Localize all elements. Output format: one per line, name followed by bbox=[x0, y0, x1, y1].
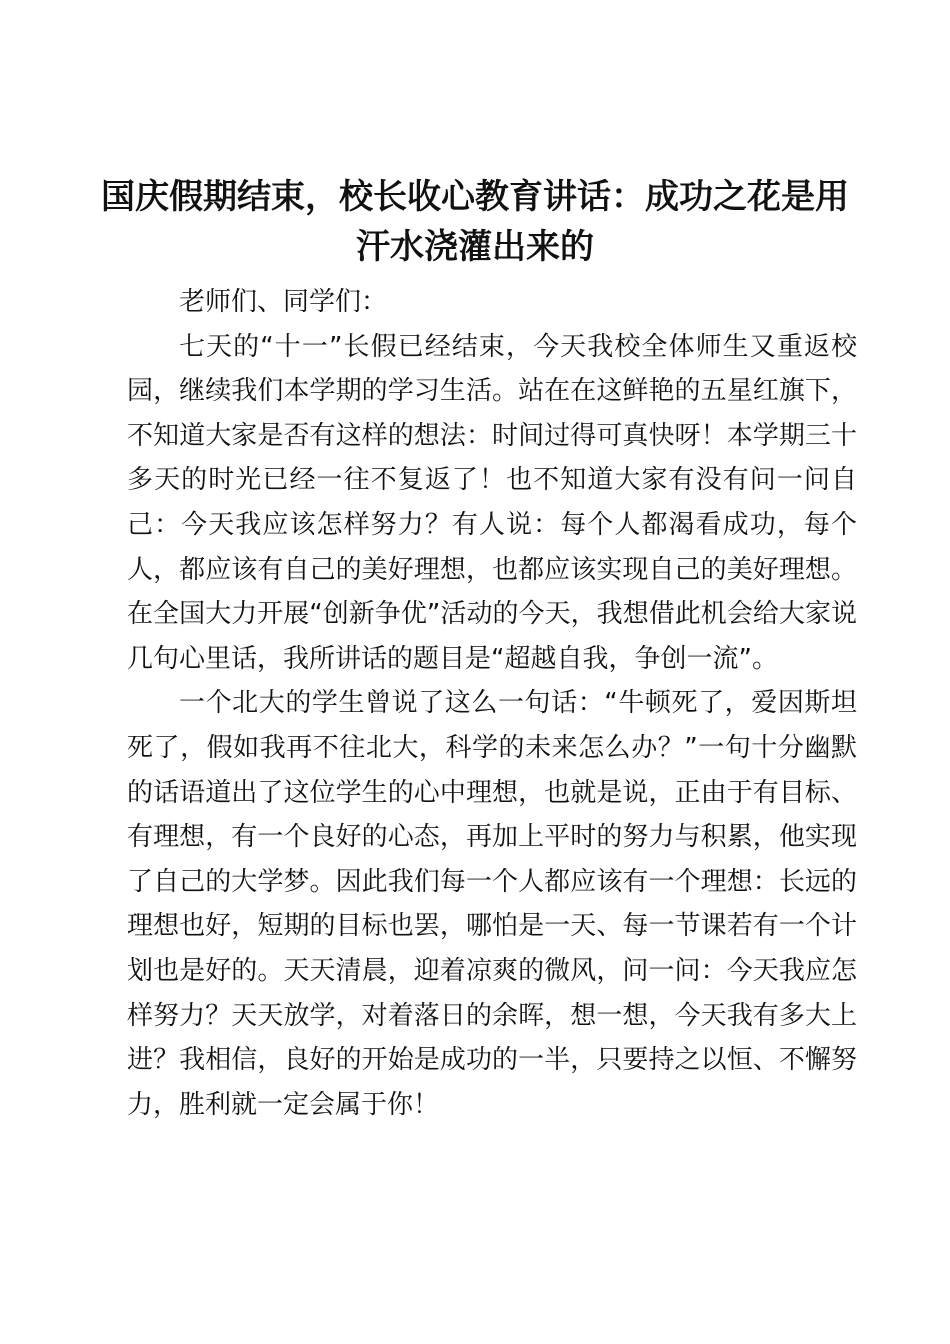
body-paragraph-1: 七天的“十一”长假已经结束，今天我校全体师生又重返校园，继续我们本学期的学习生活。站在在这鲜艳的五星红旗下，不知道大家是否有这样的想法：时间过得可真快呀！本学期三十多天的时光已经一往不复返了！也不知道大家有没有问一问自己：今天我应该怎样努力？有人说：每个人都渴看成功，每个人，都应该有自己的美好理想，也都应该实现自己的美好理想。在全国大力开展“创新争优”活动的今天，我想借此机会给大家说几句心里话，我所讲话的题目是“超越自我，争创一流”。 bbox=[127, 331, 857, 674]
body-paragraph-2: 一个北大的学生曾说了这么一句话：“牛顿死了，爱因斯坦死了，假如我再不往北大，科学的未来怎么办？”一句十分幽默的话语道出了这位学生的心中理想，也就是说，正由于有目标、有理想，有一个良好的心态，再加上平时的努力与积累，他实现了自己的大学梦。因此我们每一个人都应该有一个理想：长远的理想也好，短期的目标也罢，哪怕是一天、每一节课若有一个计划也是好的。天天清晨，迎着凉爽的微风，问一问：今天我应怎样努力？天天放学，对着落日的余晖，想一想，今天我有多大上进？我相信，良好的开始是成功的一半，只要持之以恒、不懈努力，胜利就一定会属于你！ bbox=[127, 688, 857, 1120]
salutation-paragraph: 老师们、同学们： bbox=[179, 287, 388, 317]
document-title: 国庆假期结束，校长收心教育讲话：成功之花是用汗水浇灌出来的 bbox=[101, 177, 849, 267]
document-body bbox=[127, 280, 857, 1127]
